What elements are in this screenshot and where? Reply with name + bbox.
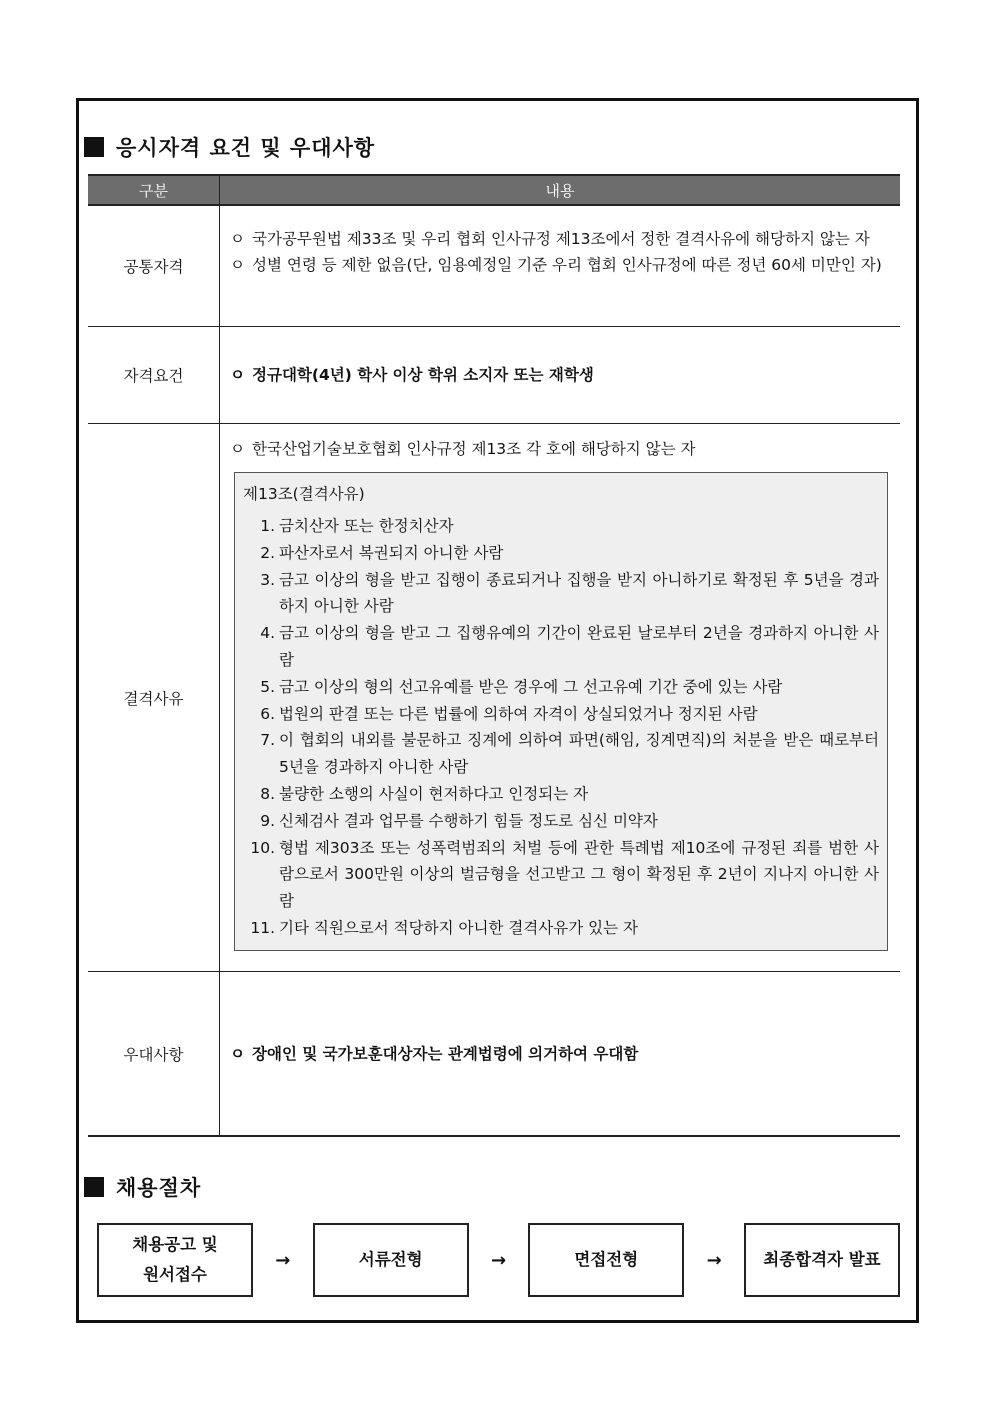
regulation-item-text: 금치산자 또는 한정치산자 [279,517,454,535]
row-label-disqualification: 결격사유 [123,689,184,708]
regulation-item-number: 10. [250,838,275,857]
regulation-item-text: 금고 이상의 형을 받고 집행이 종료되거나 집행을 받지 아니하기로 확정된 후 5년을 경과하지 아니한 사람 [279,570,879,616]
regulation-item-text: 불량한 소행의 사실이 현저하다고 인정되는 자 [279,784,589,803]
regulation-item-text: 형법 제303조 또는 성폭력범죄의 처벌 등에 관한 특례법 제10조에 규정된 죄를 범한 사람으로서 300만원 이상의 벌금형을 선고받고 그 형이 확정된 후 2년이 지나지 아니한 사람 [279,838,879,911]
regulation-item-number: 8. [260,784,275,803]
process-step-announcement: 채용공고 및 원서접수 [97,1223,253,1297]
regulation-item [243,808,879,835]
regulation-item [243,567,879,621]
regulation-item-text: 금고 이상의 형의 선고유예를 받은 경우에 그 선고유예 기간 중에 있는 사람 [279,677,783,696]
regulation-item-text: 신체검사 결과 업무를 수행하기 힘들 정도로 심신 미약자 [279,811,658,830]
row-content-preference [219,972,900,1135]
arrow-right-icon: → [490,1249,507,1271]
process-step-document-screening: 서류전형 [313,1223,469,1297]
table-row-preference [88,972,900,1137]
table-row-requirement [88,327,900,424]
row-label-requirement: 자격요건 [123,367,184,385]
section-title-text: 응시자격 요건 및 우대사항 [116,136,376,160]
regulation-item [243,915,879,942]
regulation-item [243,781,879,808]
regulation-box [234,472,888,951]
header-content: 내용 [219,176,900,204]
circle-bullet-icon: ㅇ [230,256,245,274]
regulation-item-number: 6. [260,704,275,723]
square-bullet-icon [84,137,104,157]
regulation-item [243,674,879,701]
regulation-item [243,540,879,567]
regulation-item-text: 이 협회의 내외를 불문하고 징계에 의하여 파면(해임, 징계면직)의 처분을 받은 때로부터 5년을 경과하지 아니한 사람 [279,731,879,777]
regulation-item-text: 금고 이상의 형을 받고 그 집행유예의 기간이 완료된 날로부터 2년을 경과하지 아니한 사람 [279,624,879,669]
square-bullet-icon [84,1177,104,1197]
regulation-item-number: 1. [260,517,275,535]
row-label-common: 공통자격 [123,258,184,276]
row-content-common [219,206,900,326]
table-row-common [88,206,900,327]
list-item: ㅇ 성별 연령 등 제한 없음(단, 임용예정일 기준 우리 협회 인사규정에 따른 정년 60세 미만인 자) [230,252,892,278]
header-category: 구분 [139,181,168,200]
table-row-disqualification [88,424,900,972]
row-label-preference: 우대사항 [123,1045,184,1064]
qualification-table [88,174,900,1137]
arrow-right-icon: → [706,1249,722,1271]
section-heading-qualification [84,132,375,162]
regulation-item [243,513,879,540]
arrow-right-icon: → [275,1249,291,1271]
regulation-item-number: 9. [260,811,275,830]
regulation-item [243,727,879,781]
circle-bullet-icon: ㅇ [230,230,245,248]
regulation-item-number: 7. [260,731,275,750]
table-header [88,174,900,206]
regulation-list [243,513,879,942]
list-item: ㅇ 국가공무원법 제33조 및 우리 협회 인사규정 제13조에서 정한 결격사유에 해당하지 않는 자 [230,226,892,252]
section-heading-process [84,1172,201,1202]
hiring-process-flow [97,1222,900,1298]
circle-bullet-icon: ㅇ [230,366,245,384]
regulation-item-text: 법원의 판결 또는 다른 법률에 의하여 자격이 상실되었거나 정지된 사람 [279,704,758,723]
list-item: ㅇ 정규대학(4년) 학사 이상 학위 소지자 또는 재학생 [230,362,594,388]
regulation-item-number: 4. [260,624,275,643]
list-item: ㅇ 한국산업기술보호협회 인사규정 제13조 각 호에 해당하지 않는 자 [230,436,892,462]
section-title-text: 채용절차 [116,1176,202,1200]
regulation-item-number: 5. [260,677,275,696]
regulation-item-number: 3. [260,570,275,589]
row-content-requirement [219,327,900,423]
circle-bullet-icon: ㅇ [230,440,245,458]
regulation-item [243,701,879,728]
regulation-item-number: 2. [260,543,275,562]
regulation-item-text: 기타 직원으로서 적당하지 아니한 결격사유가 있는 자 [279,918,638,937]
regulation-title: 제13조(결격사유) [243,485,365,503]
list-item: ㅇ 장애인 및 국가보훈대상자는 관계법령에 의거하여 우대함 [230,1041,638,1067]
row-content-disqualification [219,424,900,971]
regulation-item-text: 파산자로서 복권되지 아니한 사람 [279,543,504,562]
regulation-item [243,620,879,674]
regulation-item [243,835,879,915]
process-step-final-announcement: 최종합격자 발표 [744,1223,900,1297]
regulation-item-number: 11. [250,918,275,937]
circle-bullet-icon: ㅇ [230,1044,245,1063]
process-step-interview: 면접전형 [528,1223,684,1297]
